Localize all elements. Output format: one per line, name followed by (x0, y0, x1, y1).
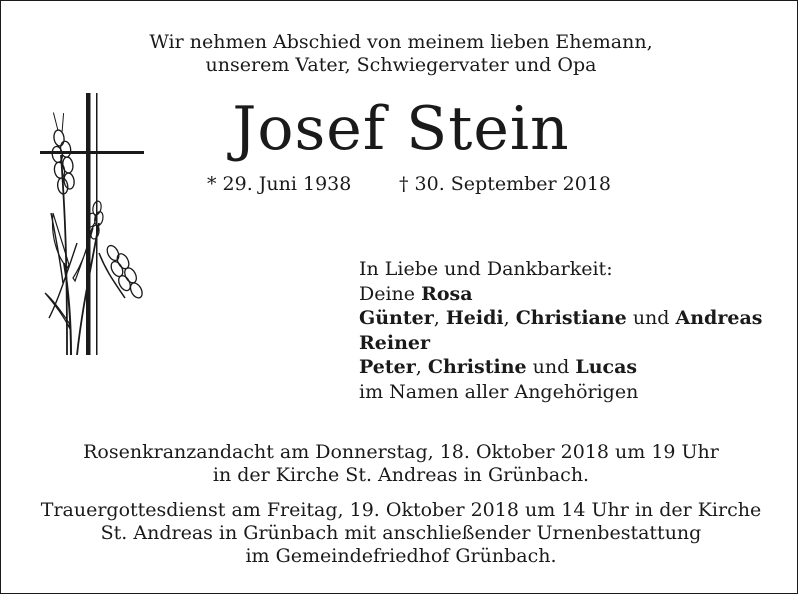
mourner-name: Christine (427, 356, 527, 378)
mourner-name: Peter (359, 356, 416, 378)
mourner-line: Peter, Christine und Lucas (359, 356, 638, 378)
rosary-line: Rosenkranzandacht am Donnerstag, 18. Oktober 2018 um 19 Uhr (83, 441, 719, 463)
mourners-block (359, 257, 762, 404)
intro-line: Wir nehmen Abschied von meinem lieben Ehemann, (149, 31, 653, 53)
mourners-closing: im Namen aller Angehörigen (359, 380, 639, 403)
death-date: † 30. September 2018 (399, 173, 611, 195)
mourner-name: Christiane (515, 307, 627, 329)
rosary-info (1, 441, 800, 487)
mourner-word: und (532, 356, 570, 378)
mourner-name: Heidi (445, 307, 504, 329)
funeral-info (1, 499, 800, 568)
mourner-name: Reiner (359, 331, 431, 354)
deceased-name: Josef Stein (232, 94, 570, 164)
mourner-name: Günter (359, 307, 434, 329)
birth-date: * 29. Juni 1938 (207, 173, 352, 195)
mourner-line (359, 331, 762, 356)
mourner-name: Rosa (421, 282, 473, 305)
funeral-line: Trauergottesdienst am Freitag, 19. Oktober 2018 um 14 Uhr in der Kirche (40, 499, 762, 521)
funeral-line: St. Andreas in Grünbach mit anschließender Urnenbestattung (100, 522, 702, 544)
intro-text (1, 31, 800, 77)
mourners-heading: In Liebe und Dankbarkeit: (359, 258, 613, 280)
rosary-line: in der Kirche St. Andreas in Grünbach. (212, 464, 590, 486)
funeral-line: im Gemeindefriedhof Grünbach. (245, 545, 557, 567)
mourner-line (359, 282, 762, 307)
mourner-name: Lucas (575, 356, 638, 378)
mourner-name: Andreas (675, 307, 763, 329)
mourner-line: Günter, Heidi, Christiane und Andreas (359, 307, 763, 329)
mourner-word: Deine (359, 282, 416, 305)
intro-line: unserem Vater, Schwiegervater und Opa (205, 54, 597, 76)
mourner-word: und (632, 307, 670, 329)
